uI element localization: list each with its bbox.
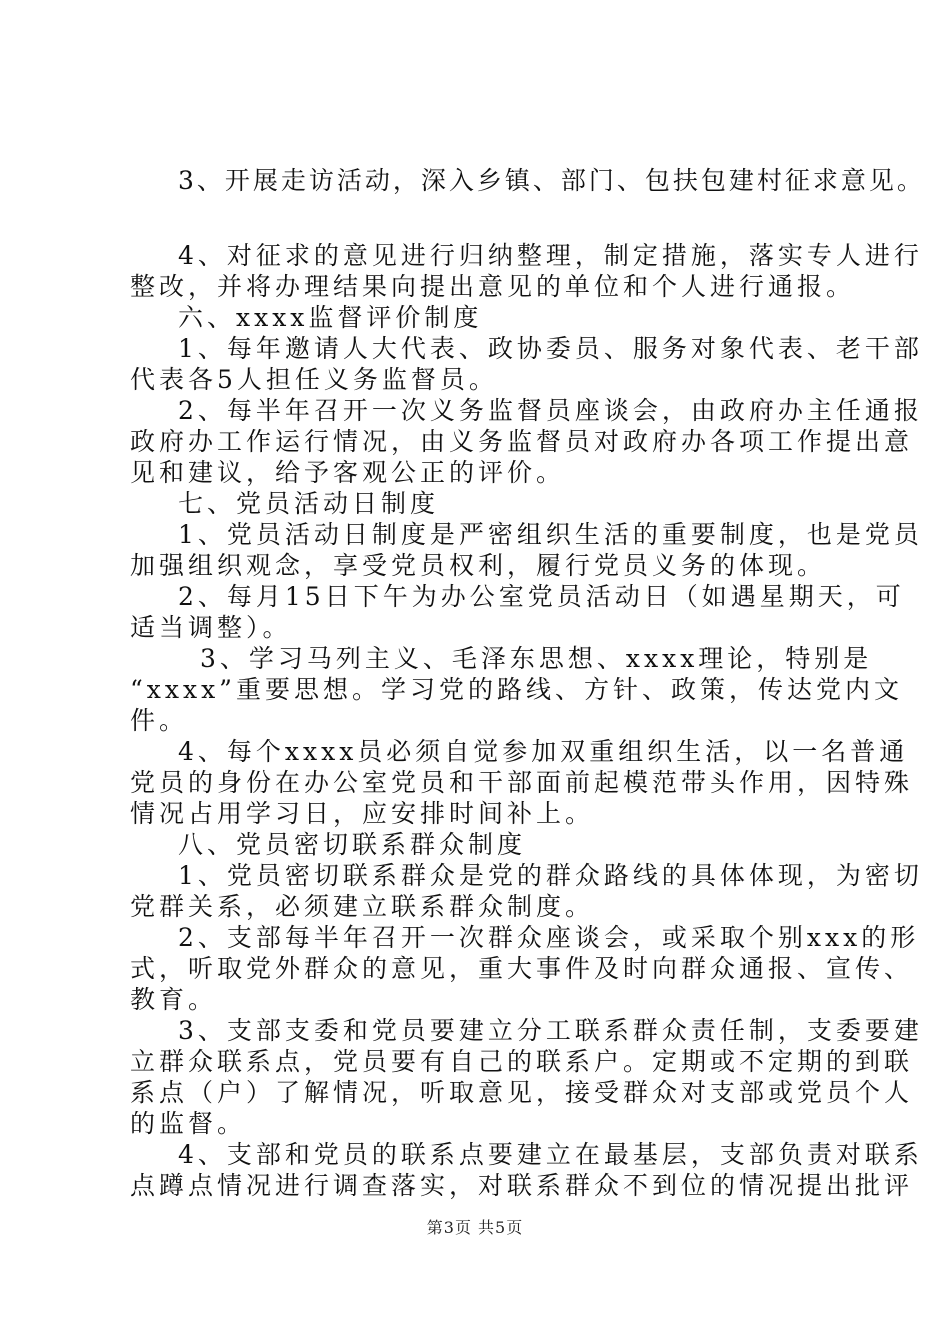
paragraph-line: 3、支部支委和党员要建立分工联系群众责任制，支委要建 <box>178 1016 923 1045</box>
paragraph-line: 系点（户）了解情况，听取意见，接受群众对支部或党员个人 <box>130 1078 914 1107</box>
paragraph-line: 适当调整）。 <box>130 613 292 642</box>
paragraph-line: 代表各5人担任义务监督员。 <box>130 365 498 394</box>
paragraph-line: 的监督。 <box>130 1109 247 1138</box>
section-heading: 六、xxxx监督评价制度 <box>178 303 483 332</box>
paragraph-line: 加强组织观念，享受党员权利，履行党员义务的体现。 <box>130 551 827 580</box>
paragraph-line: “xxxx”重要思想。学习党的路线、方针、政策，传达党内文 <box>130 675 903 704</box>
paragraph-line: 党员的身份在办公室党员和干部面前起模范带头作用，因特殊 <box>130 768 914 797</box>
page-number-footer: 第3页 共5页 <box>426 1218 524 1237</box>
paragraph-line: 2、每月15日下午为办公室党员活动日（如遇星期天，可 <box>178 582 905 611</box>
paragraph-line: 1、党员活动日制度是严密组织生活的重要制度，也是党员 <box>178 520 923 549</box>
paragraph-line: 2、支部每半年召开一次群众座谈会，或采取个别xxx的形 <box>178 923 920 952</box>
paragraph-line: 式，听取党外群众的意见，重大事件及时向群众通报、宣传、 <box>130 954 914 983</box>
paragraph-line: 情况占用学习日，应安排时间补上。 <box>130 799 595 828</box>
paragraph-line: 件。 <box>130 706 189 735</box>
paragraph-line: 教育。 <box>130 985 218 1014</box>
paragraph-line: 2、每半年召开一次义务监督员座谈会，由政府办主任通报 <box>178 396 923 425</box>
paragraph-line: 3、学习马列主义、毛泽东思想、xxxx理论，特别是 <box>200 644 873 673</box>
paragraph-line: 党群关系，必须建立联系群众制度。 <box>130 892 595 921</box>
section-heading: 八、党员密切联系群众制度 <box>178 830 527 859</box>
paragraph-line: 1、每年邀请人大代表、政协委员、服务对象代表、老干部 <box>178 334 923 363</box>
paragraph-line: 3、开展走访活动，深入乡镇、部门、包扶包建村征求意见。 <box>178 166 925 195</box>
paragraph-line: 见和建议，给予客观公正的评价。 <box>130 458 566 487</box>
paragraph-line: 4、支部和党员的联系点要建立在最基层，支部负责对联系 <box>178 1140 923 1169</box>
section-heading: 七、党员活动日制度 <box>178 489 440 518</box>
paragraph-line: 整改，并将办理结果向提出意见的单位和个人进行通报。 <box>130 272 856 301</box>
paragraph-line: 政府办工作运行情况，由义务监督员对政府办各项工作提出意 <box>130 427 914 456</box>
paragraph-line: 1、党员密切联系群众是党的群众路线的具体体现，为密切 <box>178 861 923 890</box>
paragraph-line: 4、每个xxxx员必须自觉参加双重组织生活，以一名普通 <box>178 737 909 766</box>
paragraph-line: 立群众联系点，党员要有自己的联系户。定期或不定期的到联 <box>130 1047 914 1076</box>
paragraph-line: 点蹲点情况进行调查落实，对联系群众不到位的情况提出批评 <box>130 1171 914 1200</box>
paragraph-line: 4、对征求的意见进行归纳整理，制定措施，落实专人进行 <box>178 241 923 270</box>
